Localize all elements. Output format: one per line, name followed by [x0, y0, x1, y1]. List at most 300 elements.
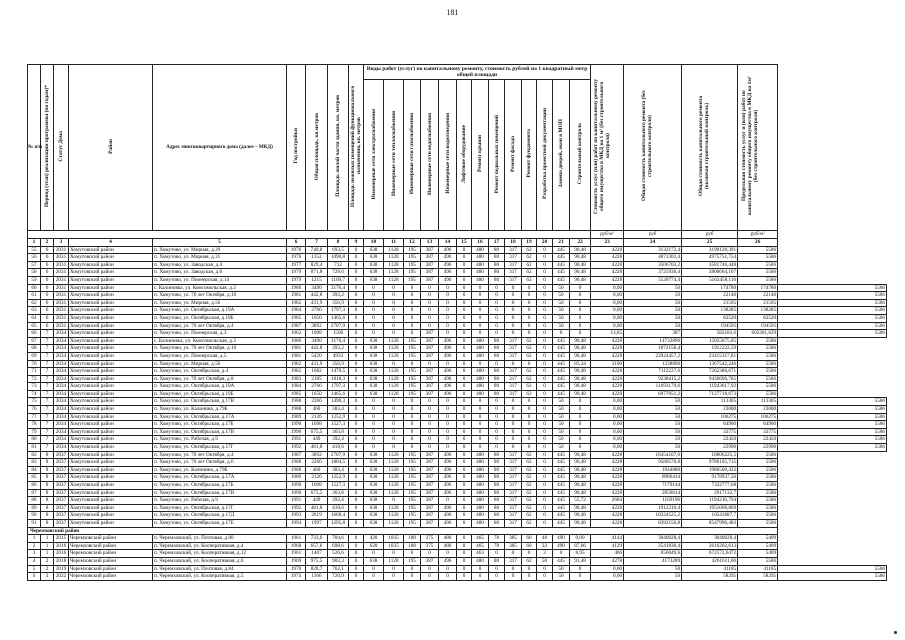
table-cell-c10: 638	[364, 375, 384, 383]
table-cell-c22: 90,48	[570, 390, 591, 398]
table-cell-c10: 638	[364, 466, 384, 474]
table-cell-c14: 0	[439, 398, 457, 406]
table-cell-c10: 620	[364, 542, 384, 550]
table-cell-c14: 0	[439, 360, 457, 368]
table-cell-c9: 0	[349, 466, 364, 474]
table-cell-c25: 22140	[682, 292, 738, 300]
table-cell-c10: 638	[364, 269, 384, 277]
table-cell-c24: 50	[624, 299, 682, 307]
table-cell-c16: 480	[472, 512, 489, 520]
table-cell-c25: 3581746,448	[682, 261, 738, 269]
table-cell-c22: 90,48	[570, 352, 591, 360]
table-cell-c21: 50	[553, 322, 570, 330]
table-cell-c1: 60	[28, 284, 41, 292]
table-cell-c14: 0	[439, 550, 457, 558]
table-cell-c9: 0	[349, 276, 364, 284]
table-cell-c5: п. Хомутово, ул. Октябрьская, д.19А	[153, 383, 287, 391]
table-cell-c14: 0	[439, 421, 457, 429]
table-cell-c25: 8547996,483	[682, 519, 738, 527]
column-number-row	[28, 239, 887, 247]
table-cell-c8: 3176,4	[328, 284, 349, 292]
table-cell-c6: 1982	[287, 299, 306, 307]
table-cell-c2: 8	[41, 459, 54, 467]
header-c18: Ремонт фасада	[505, 80, 522, 231]
table-cell-c15: 0	[457, 489, 472, 497]
table-cell-c23: 4129	[591, 542, 624, 550]
table-cell-c13: 0	[421, 421, 439, 429]
table-cell-c9: 0	[349, 550, 364, 558]
table-cell-c10: 638	[364, 337, 384, 345]
table-cell-c15: 0	[457, 497, 472, 505]
table-cell-c14: 496	[439, 482, 457, 490]
table-cell-c20: 0	[537, 421, 553, 429]
table-cell-c21: 445	[553, 375, 570, 383]
table-cell-c11: 0	[384, 284, 404, 292]
table-cell-c6: 1985	[287, 314, 306, 322]
table-cell-c5: п. Хомутово, ул. 70 лет Октября, д.8	[153, 375, 287, 383]
table-cell-c24: 656049,6	[624, 550, 682, 558]
table-cell-c13: 0	[421, 436, 439, 444]
table-cell-c6: 1990	[287, 428, 306, 436]
column-number-2: 2	[41, 239, 54, 247]
table-row	[28, 421, 887, 429]
table-cell-c15: 0	[457, 337, 472, 345]
table-cell-c21: 445	[553, 383, 570, 391]
table-cell-c18: 0	[505, 360, 522, 368]
header-c2: Период (этап) реализации программы (по годам)*	[41, 65, 54, 231]
table-cell-c25: 4975751,754	[682, 254, 738, 262]
table-cell-c14: 496	[439, 390, 457, 398]
table-cell-c6: 1987	[287, 451, 306, 459]
table-cell-c23: 0,00	[591, 436, 624, 444]
table-cell-c26: 5586	[738, 246, 778, 254]
table-cell-c13: 0	[421, 322, 439, 330]
table-cell-c16: 480	[472, 261, 489, 269]
table-cell-c16: 0	[472, 565, 489, 573]
column-number-3: 3	[54, 239, 69, 247]
table-cell-c15: 0	[457, 292, 472, 300]
table-cell-c6: 1980	[287, 284, 306, 292]
table-cell-c13: 387	[421, 330, 439, 338]
table-cell-c23: 0,00	[591, 565, 624, 573]
table-cell-c23: 4228	[591, 375, 624, 383]
table-cell-c22: 90,48	[570, 512, 591, 520]
table-row	[28, 413, 887, 421]
table-cell-c11: 1128	[384, 254, 404, 262]
table-cell-c21: 445	[553, 269, 570, 277]
table-cell-c19: 62	[522, 466, 537, 474]
table-cell-c24: 7112227,6	[624, 368, 682, 376]
table-cell-c7: 460	[306, 406, 328, 414]
table-cell-c11: 0	[384, 421, 404, 429]
table-cell-c11: 1035	[384, 542, 404, 550]
table-cell-c22: 91,48	[570, 557, 591, 565]
table-cell-c18: 317	[505, 352, 522, 360]
table-cell-c23: 2604	[591, 497, 624, 505]
table-cell-c15: 0	[457, 383, 472, 391]
table-cell-c25: 7127718,673	[682, 390, 738, 398]
table-cell-c21: 445	[553, 489, 570, 497]
table-cell-c17: 80	[489, 504, 505, 512]
table-cell-c6: 1988	[287, 398, 306, 406]
table-cell-c12: 0	[404, 428, 421, 436]
table-cell-c19: 62	[522, 489, 537, 497]
table-cell-c12: 195	[404, 497, 421, 505]
column-number-21: 21	[553, 239, 570, 247]
table-cell-c13: 387	[421, 504, 439, 512]
table-cell-c21: 0	[553, 330, 570, 338]
table-cell-c2: 7	[41, 352, 54, 360]
table-cell-c1: 83	[28, 459, 41, 467]
table-cell-c22: 83,34	[570, 360, 591, 368]
table-cell-c8: 2707,9	[328, 451, 349, 459]
table-cell-c8: 392,4	[328, 436, 349, 444]
table-cell-c19: 62	[522, 390, 537, 398]
table-cell-c4: Черемховский район	[69, 565, 153, 573]
table-cell-c26: 5586	[738, 557, 778, 565]
table-cell-c10: 638	[364, 246, 384, 254]
table-cell-c10: 0	[364, 413, 384, 421]
table-cell-c4: Хомутовский район	[69, 269, 153, 277]
table-cell-c24: 5120774,4	[624, 276, 682, 284]
table-cell-c5: п. Хомутово, ул. Пионерская, д.5	[153, 352, 287, 360]
table-cell-c21: 445	[553, 337, 570, 345]
table-cell-c12: 195	[404, 246, 421, 254]
column-number-26: 26	[738, 239, 778, 247]
table-cell-c23: 4228	[591, 261, 624, 269]
table-cell-c14: 496	[439, 512, 457, 520]
table-cell-c10: 0	[364, 573, 384, 581]
table-cell-c13: 387	[421, 390, 439, 398]
table-cell-c3: 2034	[54, 436, 69, 444]
table-cell-c12: 0	[404, 565, 421, 573]
table-cell-c18: 0	[505, 406, 522, 414]
table-cell-c11: 1128	[384, 504, 404, 512]
table-cell-c19: 62	[522, 519, 537, 527]
table-cell-c11: 1128	[384, 276, 404, 284]
table-cell-c26: 106275	[738, 413, 778, 421]
table-cell-c19: 0	[522, 550, 537, 558]
table-cell-c7: 2185	[306, 375, 328, 383]
table-cell-c8: 1252,9	[328, 413, 349, 421]
table-cell-c2: 6	[41, 254, 54, 262]
table-cell-c14: 0	[439, 307, 457, 315]
header-c24: Общая стоимость капитального ремонта (без строительного контроля)	[624, 65, 682, 231]
table-cell-c2: 7	[41, 368, 54, 376]
table-cell-c17: 0	[489, 413, 505, 421]
table-cell-c11: 1128	[384, 466, 404, 474]
table-cell-c25: 3806664,167	[682, 269, 738, 277]
table-cell-c10: 638	[364, 519, 384, 527]
table-cell-c2: 8	[41, 474, 54, 482]
table-cell-c2: 6	[41, 269, 54, 277]
table-cell-c9: 0	[349, 254, 364, 262]
table-cell-c5: п. Хомутово, ул. Мирная, д.31	[153, 254, 287, 262]
table-cell-c4: Хомутовский район	[69, 390, 153, 398]
table-cell-c5: п. Хомутово, ул. Октябрьская, д.19Б	[153, 390, 287, 398]
table-cell-c26: 5586	[738, 269, 778, 277]
table-cell-c1: 58	[28, 269, 41, 277]
table-cell-c18: 0	[505, 284, 522, 292]
table-cell-c16: 480	[472, 519, 489, 527]
table-cell-c17: 80	[489, 383, 505, 391]
table-cell-c21: 445	[553, 497, 570, 505]
table-cell-c18: 317	[505, 246, 522, 254]
table-cell-c1: 6	[28, 573, 41, 581]
table-cell-c10: 638	[364, 345, 384, 353]
table-cell-c24: 16454107,6	[624, 451, 682, 459]
table-cell-c15: 0	[457, 299, 472, 307]
column-number-15: 15	[457, 239, 472, 247]
table-cell-c9: 0	[349, 557, 364, 565]
table-cell-c22: 90,48	[570, 375, 591, 383]
table-cell-c9: 0	[349, 474, 364, 482]
table-cell-c3: 2037	[54, 489, 69, 497]
table-cell-c20: 0	[537, 390, 553, 398]
table-cell-c19: 0	[522, 444, 537, 452]
table-cell-c9: 0	[349, 565, 364, 573]
table-cell-c16: 0	[472, 292, 489, 300]
table-cell-c17: 80	[489, 497, 505, 505]
table-cell-c14: 496	[439, 352, 457, 360]
table-row	[28, 276, 887, 284]
table-cell-c6: 1969	[287, 557, 306, 565]
table-cell-c20: 0	[537, 436, 553, 444]
table-cell-c4: Хомутовский район	[69, 307, 153, 315]
table-cell-c11: 0	[384, 550, 404, 558]
table-cell-c11: 0	[384, 292, 404, 300]
table-cell-c22: 90,48	[570, 474, 591, 482]
table-cell-c1: 71	[28, 368, 41, 376]
table-cell-c23: 0,00	[591, 413, 624, 421]
table-cell-c14: 480	[439, 542, 457, 550]
table-cell-c4: Хомутовский район	[69, 406, 153, 414]
table-cell-c4: Хомутовский район	[69, 254, 153, 262]
table-cell-c11: 1128	[384, 482, 404, 490]
table-cell-c22: 90,48	[570, 383, 591, 391]
table-cell-c16: 463	[472, 550, 489, 558]
table-row	[28, 497, 887, 505]
table-cell-c25: 3190128,391	[682, 246, 738, 254]
table-cell-c5: п. Хомутово, ул. Мирная, д.56	[153, 299, 287, 307]
table-row	[28, 428, 887, 436]
table-cell-c16: 480	[472, 246, 489, 254]
table-cell-c4: Хомутовский район	[69, 398, 153, 406]
table-cell-c26: 5586	[738, 451, 778, 459]
table-cell-c5: п. Хомутово, ул. 70 лет Октября, д.4	[153, 322, 287, 330]
table-cell-c12: 0	[404, 398, 421, 406]
table-cell-c15: 0	[457, 375, 472, 383]
table-cell-c10: 0	[364, 292, 384, 300]
table-cell-c5: п. Хомутово, ул. Октябрьская, д.4	[153, 368, 287, 376]
table-cell-c26: 194595	[738, 322, 778, 330]
table-cell-c25: 9786105,715	[682, 459, 738, 467]
table-cell-c20: 0	[537, 330, 553, 338]
table-cell-c11: 1128	[384, 352, 404, 360]
page-number: 181	[446, 8, 459, 17]
table-cell-c13: 375	[421, 542, 439, 550]
table-cell-c26: 5586	[738, 276, 778, 284]
table-row	[28, 565, 887, 573]
table-cell-c14: 496	[439, 276, 457, 284]
table-cell-c16: 0	[472, 398, 489, 406]
table-cell-c15: 0	[457, 345, 472, 353]
table-cell-c4: Черемховский район	[69, 557, 153, 565]
table-cell-c20: 0	[537, 398, 553, 406]
table-cell-c3: 2034	[54, 428, 69, 436]
table-cell-c18: 0	[505, 444, 522, 452]
table-cell-c18: 0	[505, 314, 522, 322]
table-cell-c7: 1682	[306, 368, 328, 376]
table-cell-c17: 80	[489, 276, 505, 284]
table-cell-c23: 4228	[591, 512, 624, 520]
table-cell-c27: 5586	[778, 299, 887, 307]
table-body-cheremkhovsky	[28, 535, 887, 581]
header-row	[28, 65, 887, 80]
table-cell-c7: 2266	[306, 459, 328, 467]
table-cell-c24: 50	[624, 413, 682, 421]
table-cell-c15: 0	[457, 519, 472, 527]
table-cell-c12: 0	[404, 406, 421, 414]
table-cell-c7: 828,7	[306, 565, 328, 573]
table-cell-c7: 460	[306, 466, 328, 474]
table-cell-c11: 0	[384, 314, 404, 322]
table-cell-c5: п. Хомутово, ул. 70 лет Октября, д.10	[153, 345, 287, 353]
table-cell-c12: 195	[404, 352, 421, 360]
table-cell-c12: 0	[404, 413, 421, 421]
table-cell-c4: Хомутовский район	[69, 413, 153, 421]
table-cell-c23: 4228	[591, 269, 624, 277]
table-cell-c6: 1989	[287, 474, 306, 482]
table-cell-c9: 0	[349, 444, 364, 452]
table-cell-c1: 68	[28, 345, 41, 353]
table-cell-c2: 8	[41, 482, 54, 490]
table-row	[28, 284, 887, 292]
table-cell-c19: 0	[522, 314, 537, 322]
header-c3: Статус Дома	[54, 65, 69, 231]
table-cell-c22: 90,48	[570, 482, 591, 490]
table-cell-c22: 90,48	[570, 261, 591, 269]
table-cell-c3: 2034	[54, 444, 69, 452]
table-cell-c14: 496	[439, 459, 457, 467]
table-cell-c1: 3	[28, 550, 41, 558]
table-cell-c11: 1128	[384, 246, 404, 254]
table-cell-c20: 0	[537, 307, 553, 315]
table-cell-c7: 3490	[306, 337, 328, 345]
table-cell-c25: 15055675,85	[682, 337, 738, 345]
table-cell-c18: 317	[505, 269, 522, 277]
header-c12: Инженерные сети газоснабжения	[404, 80, 421, 231]
column-number-5: 5	[153, 239, 287, 247]
table-row	[28, 368, 887, 376]
table-cell-c17: 80	[489, 489, 505, 497]
scan-mark	[894, 631, 897, 634]
table-cell-c7: 442,8	[306, 345, 328, 353]
table-cell-c7: 1166	[306, 573, 328, 581]
table-cell-c24: 50	[624, 406, 682, 414]
table-cell-c27: 5586	[778, 413, 887, 421]
table-cell-c8: 720,9	[328, 573, 349, 581]
table-cell-c21: 50	[553, 314, 570, 322]
table-cell-c6: 1961	[287, 535, 306, 543]
table-cell-c22: 90,48	[570, 276, 591, 284]
table-cell-c24: 3725930,4	[624, 269, 682, 277]
table-cell-c3: 2034	[54, 375, 69, 383]
table-cell-c2: 8	[41, 504, 54, 512]
table-cell-c10: 0	[364, 421, 384, 429]
table-cell-c15: 0	[457, 474, 472, 482]
table-cell-c3: 2037	[54, 497, 69, 505]
group-label: Черемховский район	[28, 527, 778, 535]
table-cell-c24: 7179144	[624, 482, 682, 490]
table-row	[28, 406, 887, 414]
table-cell-c24: 50	[624, 398, 682, 406]
table-cell-c19: 62	[522, 474, 537, 482]
table-cell-c20: 0	[537, 337, 553, 345]
table-cell-c4: Хомутовский район	[69, 497, 153, 505]
table-cell-c22: 55,72	[570, 497, 591, 505]
header-c11: Инженерные сети теплоснабжения	[384, 80, 404, 231]
column-number-17: 17	[489, 239, 505, 247]
table-cell-c11: 1128	[384, 474, 404, 482]
table-cell-c5: п. Хомутово, ул. Октябрьская, д.17В	[153, 489, 287, 497]
table-cell-c13: 375	[421, 535, 439, 543]
table-cell-c15: 0	[457, 307, 472, 315]
header-c10: Инженерные сети электроснабжения	[364, 80, 384, 231]
table-cell-c20: 0	[537, 368, 553, 376]
table-cell-c12: 195	[404, 261, 421, 269]
table-cell-c22: 0	[570, 413, 591, 421]
table-cell-c14: 496	[439, 519, 457, 527]
table-cell-c15: 0	[457, 557, 472, 565]
table-cell-c4: Хомутовский район	[69, 322, 153, 330]
table-row	[28, 504, 887, 512]
table-cell-c1: 73	[28, 383, 41, 391]
table-row	[28, 360, 887, 368]
table-cell-c11: 1128	[384, 459, 404, 467]
table-cell-c1: 66	[28, 330, 41, 338]
table-cell-c18: 317	[505, 466, 522, 474]
table-cell-c9: 0	[349, 406, 364, 414]
table-cell-c22: 0	[570, 299, 591, 307]
table-cell-c5: п. Хомутово, ул. Рабочая, д.9	[153, 497, 287, 505]
table-cell-c6: 1981	[287, 345, 306, 353]
table-cell-c13: 387	[421, 512, 439, 520]
table-cell-c23: 0,00	[591, 428, 624, 436]
group-row	[28, 527, 887, 535]
table-cell-c18: 0	[505, 299, 522, 307]
table-cell-c2: 6	[41, 246, 54, 254]
table-cell-c12: 195	[404, 466, 421, 474]
column-number-11: 11	[384, 239, 404, 247]
table-cell-c10: 638	[364, 261, 384, 269]
table-cell-c18: 317	[505, 276, 522, 284]
table-cell-c2: 6	[41, 307, 54, 315]
table-cell-c4: Хомутовский район	[69, 330, 153, 338]
table-cell-c18: 317	[505, 254, 522, 262]
table-cell-c14: 496	[439, 254, 457, 262]
table-cell-c26: 5586	[738, 390, 778, 398]
table-cell-c20: 0	[537, 276, 553, 284]
table-cell-c27: 5586	[778, 314, 887, 322]
table-cell-c12: 195	[404, 368, 421, 376]
table-cell-c16: 480	[472, 254, 489, 262]
table-cell-c4: Хомутовский район	[69, 375, 153, 383]
table-cell-c14: 496	[439, 261, 457, 269]
table-cell-c16: 0	[472, 322, 489, 330]
table-cell-c1: 91	[28, 519, 41, 527]
table-cell-c23: 4228	[591, 459, 624, 467]
